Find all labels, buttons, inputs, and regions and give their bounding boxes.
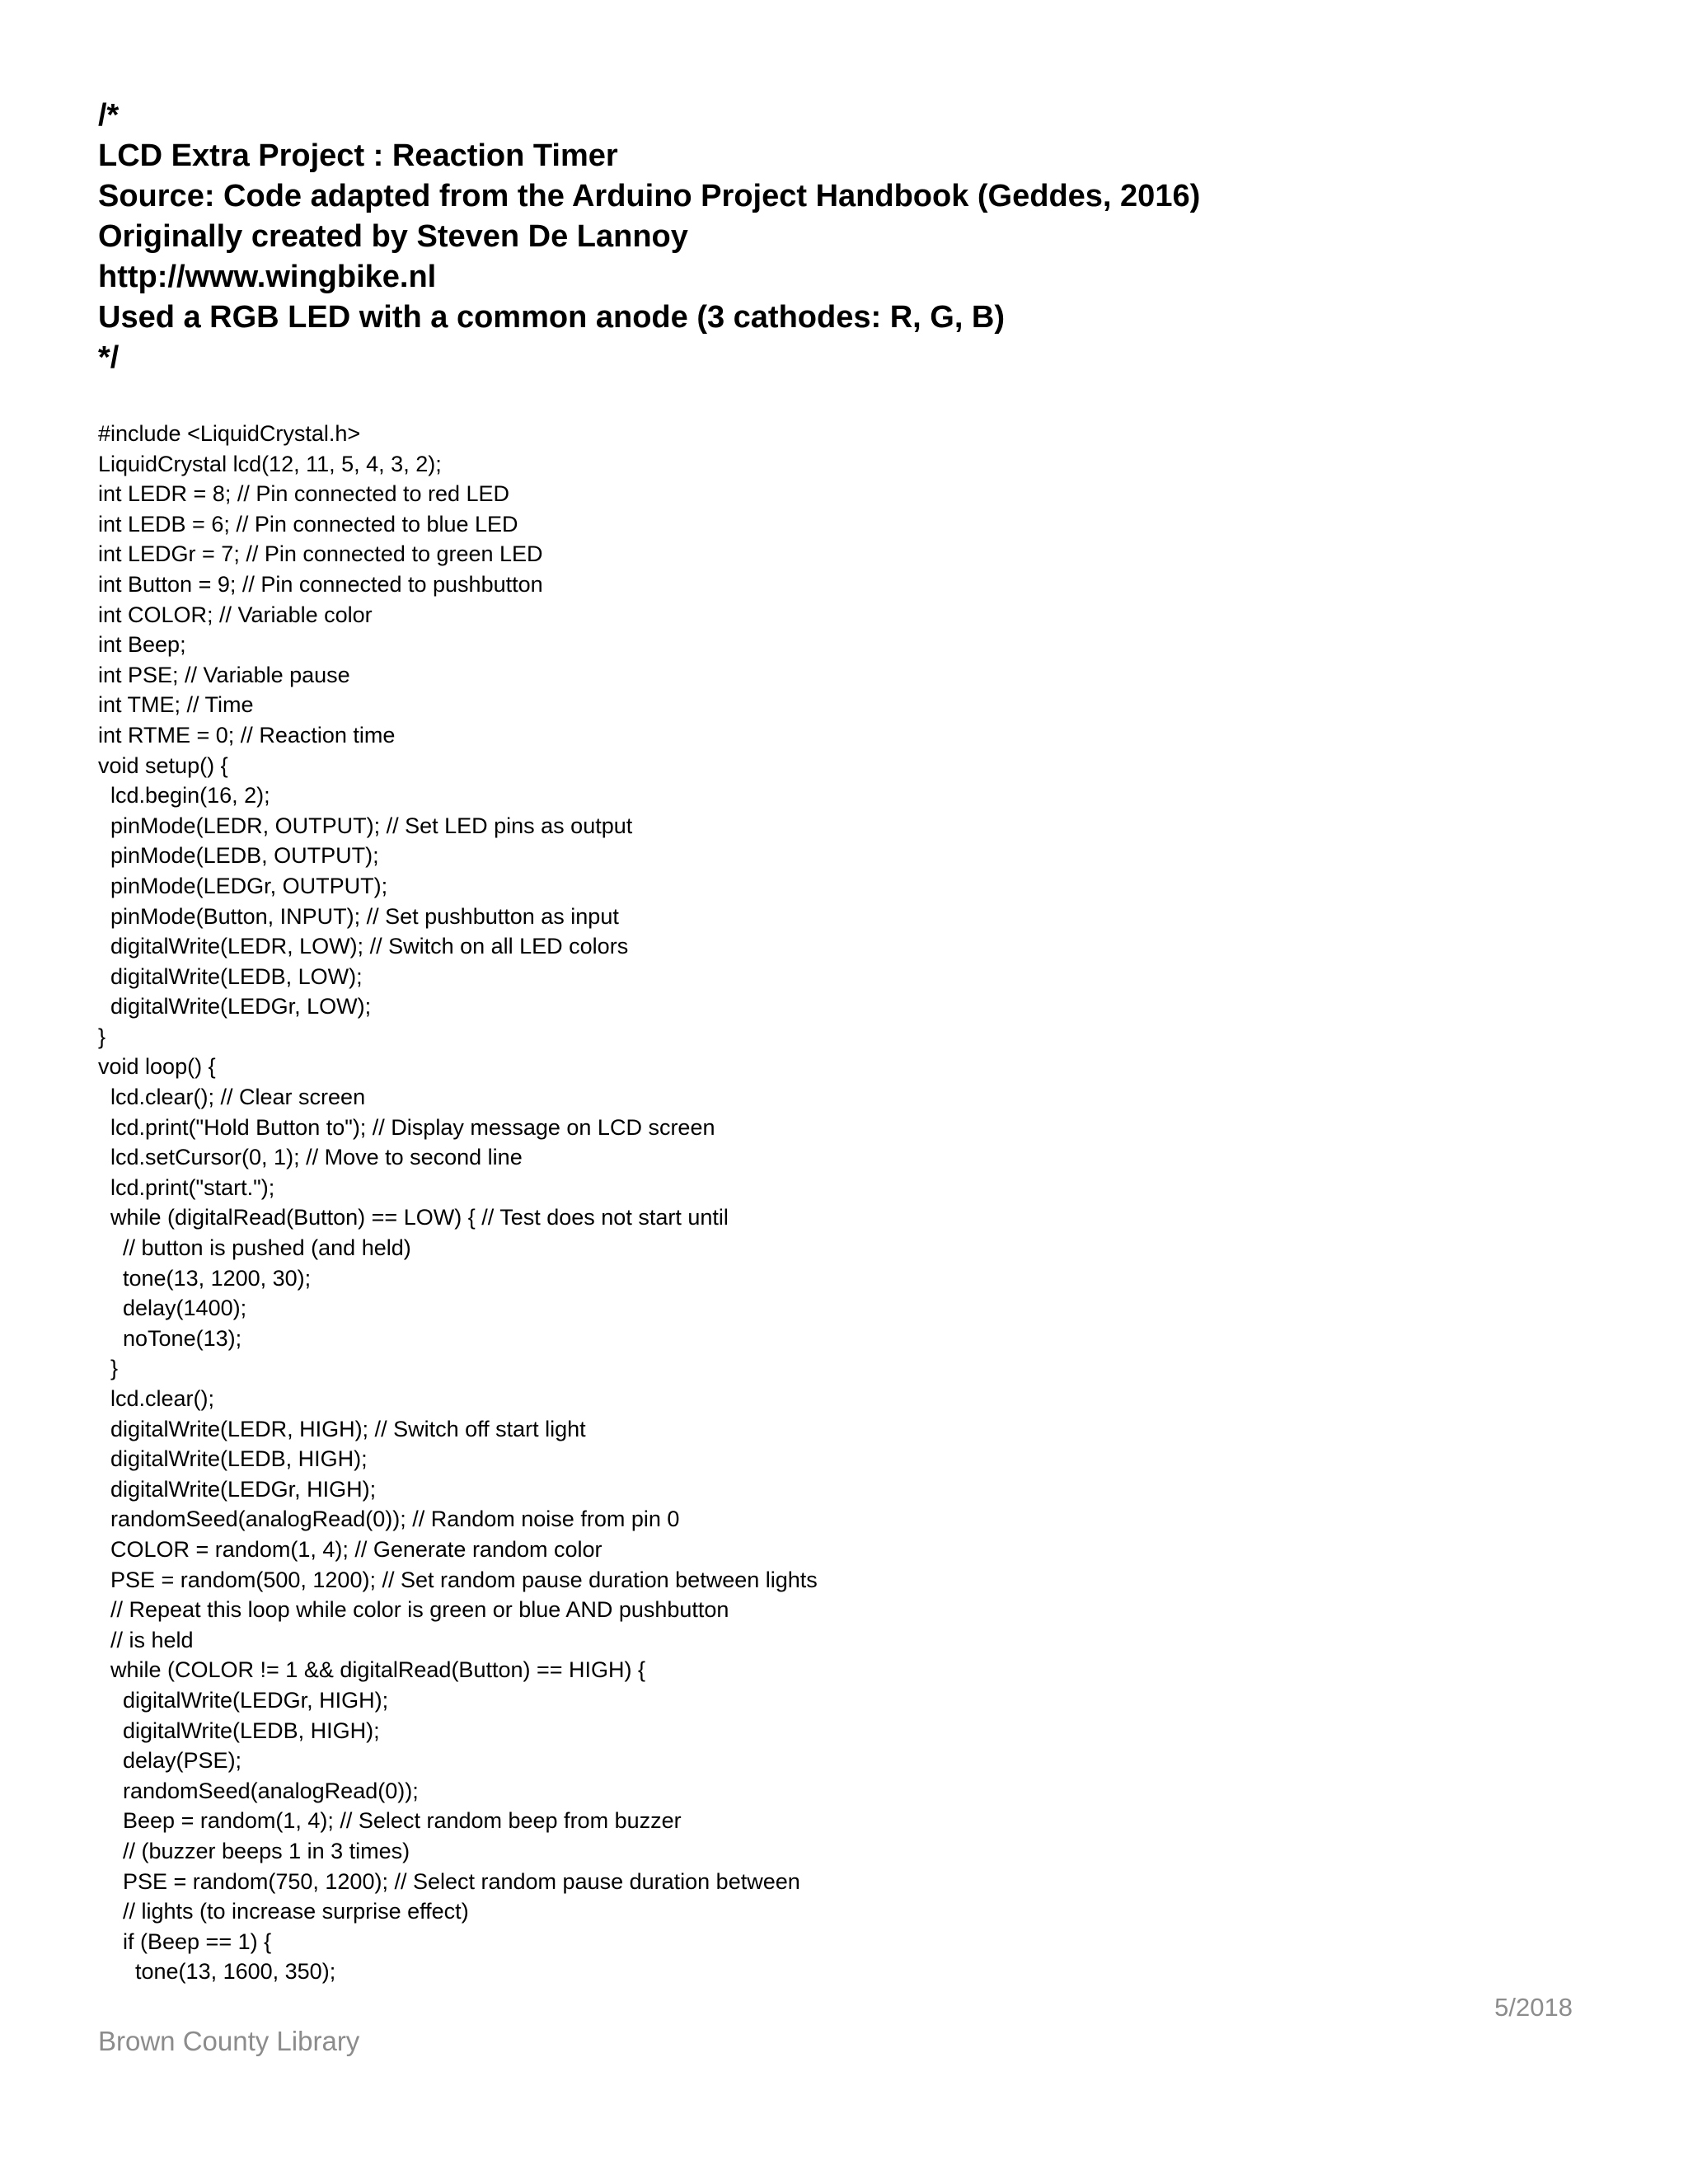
code-line: // Repeat this loop while color is green or blue AND pushbutton [98, 1597, 729, 1623]
code-line: LiquidCrystal lcd(12, 11, 5, 4, 3, 2); [98, 451, 442, 476]
header-line-comment-close: */ [98, 340, 120, 375]
code-line: int LEDR = 8; // Pin connected to red LED [98, 481, 510, 507]
code-line: lcd.print("Hold Button to"); // Display message on LCD screen [98, 1114, 715, 1140]
code-line: lcd.begin(16, 2); [98, 783, 270, 808]
code-line: int LEDGr = 7; // Pin connected to green LED [98, 541, 543, 567]
header-line-source: Source: Code adapted from the Arduino Project Handbook (Geddes, 2016) [98, 179, 1201, 213]
code-line: pinMode(LEDR, OUTPUT); // Set LED pins as output [98, 813, 633, 838]
code-line: int PSE; // Variable pause [98, 662, 350, 687]
code-line: digitalWrite(LEDB, HIGH); [98, 1446, 368, 1472]
code-line: digitalWrite(LEDGr, LOW); [98, 994, 372, 1019]
code-line: lcd.setCursor(0, 1); // Move to second line [98, 1145, 523, 1170]
code-line: delay(1400); [98, 1296, 247, 1321]
code-line: Beep = random(1, 4); // Select random beep from buzzer [98, 1808, 682, 1834]
code-line: int TME; // Time [98, 692, 254, 718]
code-line: tone(13, 1600, 350); [98, 1959, 336, 1985]
code-line: digitalWrite(LEDGr, HIGH); [98, 1687, 389, 1713]
code-line: while (digitalRead(Button) == LOW) { // Test does not start until [98, 1205, 729, 1230]
code-line: delay(PSE); [98, 1748, 242, 1774]
code-line: digitalWrite(LEDR, LOW); // Switch on all LED colors [98, 934, 629, 959]
code-line: // lights (to increase surprise effect) [98, 1899, 469, 1924]
code-line: // (buzzer beeps 1 in 3 times) [98, 1838, 410, 1863]
code-line: int LEDB = 6; // Pin connected to blue LED [98, 511, 518, 537]
code-line: int RTME = 0; // Reaction time [98, 722, 396, 748]
code-line: PSE = random(750, 1200); // Select random pause duration between [98, 1868, 800, 1894]
code-line: randomSeed(analogRead(0)); [98, 1778, 419, 1803]
code-line: while (COLOR != 1 && digitalRead(Button) == HIGH) { [98, 1657, 646, 1683]
code-line: pinMode(LEDGr, OUTPUT); [98, 873, 388, 898]
code-line: // button is pushed (and held) [98, 1235, 411, 1261]
code-line: int COLOR; // Variable color [98, 602, 373, 627]
code-line: COLOR = random(1, 4); // Generate random color [98, 1536, 603, 1562]
code-line: pinMode(Button, INPUT); // Set pushbutton as input [98, 903, 619, 929]
code-line: digitalWrite(LEDR, HIGH); // Switch off start light [98, 1416, 586, 1441]
code-line: // is held [98, 1627, 194, 1652]
code-line: } [98, 1356, 119, 1381]
code-line: digitalWrite(LEDGr, HIGH); [98, 1476, 377, 1502]
code-line: tone(13, 1200, 30); [98, 1265, 312, 1291]
code-line: } [98, 1024, 106, 1049]
footer-date: 5/2018 [1494, 1993, 1573, 2022]
code-line: lcd.print("start."); [98, 1174, 275, 1200]
header-comment-block [98, 96, 1582, 378]
code-line: noTone(13); [98, 1325, 242, 1351]
header-line-url: http://www.wingbike.nl [98, 260, 437, 294]
code-line: pinMode(LEDB, OUTPUT); [98, 843, 379, 869]
footer-library-name: Brown County Library [98, 2026, 360, 2056]
code-line: void setup() { [98, 752, 228, 778]
header-line-title: LCD Extra Project : Reaction Timer [98, 138, 618, 173]
code-line: int Beep; [98, 632, 186, 658]
code-line: PSE = random(500, 1200); // Set random pause duration between lights [98, 1567, 818, 1592]
code-line: lcd.clear(); // Clear screen [98, 1085, 366, 1110]
header-line-led-note: Used a RGB LED with a common anode (3 cathodes: R, G, B) [98, 300, 1006, 335]
code-line: randomSeed(analogRead(0)); // Random noise from pin 0 [98, 1507, 680, 1532]
code-line: digitalWrite(LEDB, HIGH); [98, 1718, 380, 1743]
code-line: void loop() { [98, 1054, 216, 1080]
code-line: digitalWrite(LEDB, LOW); [98, 963, 363, 989]
code-line: lcd.clear(); [98, 1386, 215, 1411]
header-line-author: Originally created by Steven De Lannoy [98, 219, 688, 254]
code-line: int Button = 9; // Pin connected to pushbutton [98, 571, 543, 597]
code-line: if (Beep == 1) { [98, 1929, 272, 1954]
code-listing [98, 419, 1582, 1987]
code-line: #include <LiquidCrystal.h> [98, 421, 361, 446]
header-line-comment-open: /* [98, 98, 120, 133]
